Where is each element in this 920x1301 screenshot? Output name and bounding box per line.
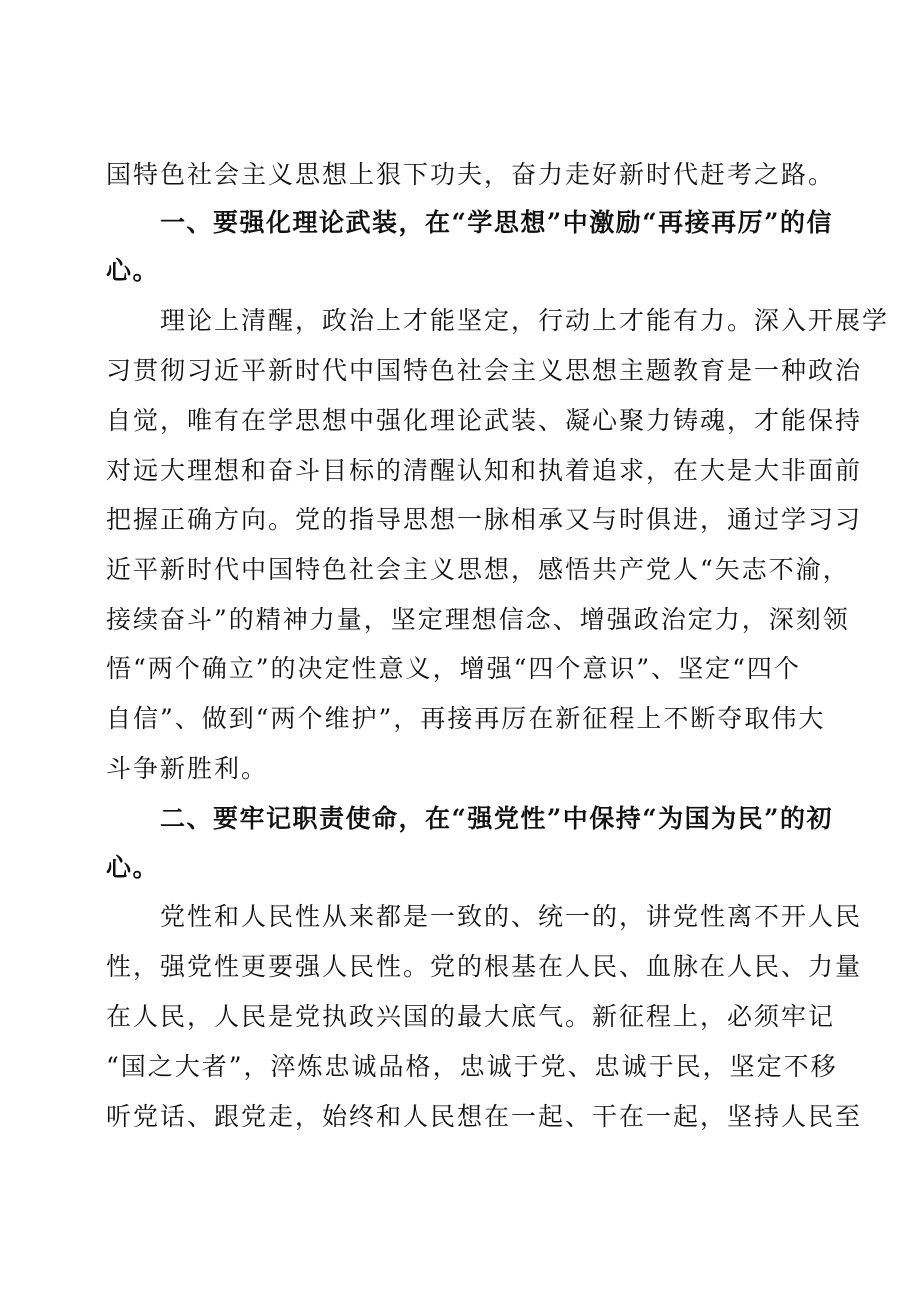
text-line: 把握正确方向。党的指导思想一脉相承又与时俱进，通过学习习 [106, 505, 863, 534]
section-heading-1: 一、要强化理论武装，在“学思想”中激励“再接再厉”的信 [160, 208, 834, 237]
text-line: 性，强党性更要强人民性。党的根基在人民、血脉在人民、力量 [106, 952, 863, 981]
text-line: 习贯彻习近平新时代中国特色社会主义思想主题教育是一种政治 [106, 356, 863, 385]
text-line: 在人民，人民是党执政兴国的最大底气。新征程上，必须牢记 [106, 1002, 836, 1031]
text-line: 斗争新胜利。 [106, 754, 269, 783]
text-line: 自信”、做到“两个维护”，再接再厉在新征程上不断夺取伟大 [106, 704, 826, 733]
text-line: 党性和人民性从来都是一致的、统一的，讲党性离不开人民 [160, 902, 863, 931]
section-heading-2: 二、要牢记职责使命，在“强党性”中保持“为国为民”的初 [160, 804, 834, 833]
text-line: 理论上清醒，政治上才能坚定，行动上才能有力。深入开展学 [160, 306, 890, 335]
text-line: 自觉，唯有在学思想中强化理论武装、凝心聚力铸魂，才能保持 [106, 406, 863, 435]
text-line: 接续奋斗”的精神力量，坚定理想信念、增强政治定力，深刻领 [106, 605, 850, 634]
text-line: “国之大者”，淬炼忠诚品格，忠诚于党、忠诚于民，坚定不移 [106, 1052, 838, 1081]
section-heading-2-cont: 心。 [106, 853, 160, 882]
section-heading-1-cont: 心。 [106, 256, 160, 285]
text-line: 悟“两个确立”的决定性意义，增强“四个意识”、坚定“四个 [106, 654, 801, 683]
text-line: 近平新时代中国特色社会主义思想，感悟共产党人“矢志不渝， [106, 555, 850, 584]
text-line: 国特色社会主义思想上狠下功夫，奋力走好新时代赶考之路。 [106, 160, 836, 189]
text-line: 听党话、跟党走，始终和人民想在一起、干在一起，坚持人民至 [106, 1102, 863, 1131]
text-line: 对远大理想和奋斗目标的清醒认知和执着追求，在大是大非面前 [106, 456, 863, 485]
